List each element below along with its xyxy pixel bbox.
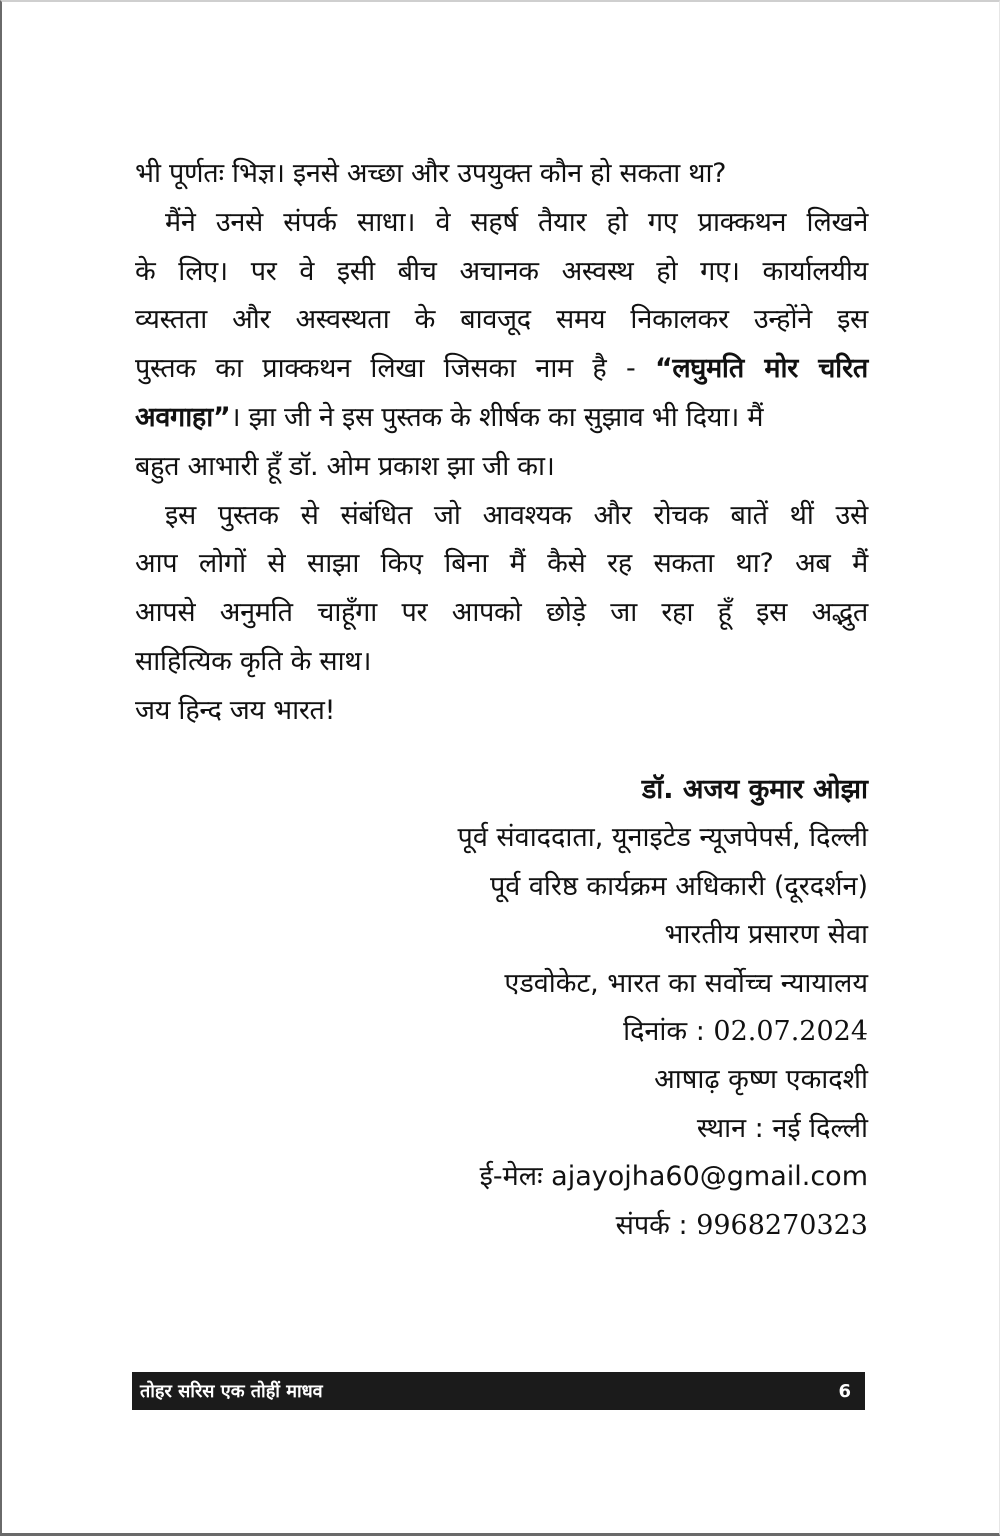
contact-line xyxy=(458,1202,869,1250)
body-text xyxy=(135,150,868,736)
body-line-11: साहित्यिक कृति के साथ। xyxy=(135,645,372,677)
body-line-7: बहुत आभारी हूँ डॉ. ओम प्रकाश झा जी का। xyxy=(135,450,555,482)
body-line-1: भी पूर्णतः भिज्ञ। इनसे अच्छा और उपयुक्त कौन हो सकता था? xyxy=(135,158,727,189)
body-line-9: आप लोगों से साझा किए बिना मैं कैसे रह सकता था? अब मैं xyxy=(135,548,868,580)
date-line xyxy=(458,1008,869,1056)
place-line xyxy=(458,1105,869,1153)
body-line-6-text: । झा जी ने इस पुस्तक के शीर्षक का सुझाव भी दिया। मैं xyxy=(230,401,764,433)
contact-label: संपर्क : xyxy=(615,1209,688,1241)
tithi: आषाढ़ कृष्ण एकादशी xyxy=(654,1064,868,1096)
place-label: स्थान : xyxy=(696,1112,764,1144)
footer-bar xyxy=(132,1372,865,1410)
foreword-title-part-1: “लघुमति मोर चरित xyxy=(654,353,868,385)
date-label: दिनांक : xyxy=(623,1016,705,1048)
page-number: 6 xyxy=(838,1380,851,1402)
body-line-4: व्यस्तता और अस्वस्थता के बावजूद समय निकालकर उन्होंने इस xyxy=(135,304,868,336)
book-title: तोहर सरिस एक तोहीं माधव xyxy=(140,1381,323,1402)
body-line-10: आपसे अनुमति चाहूँगा पर आपको छोड़े जा रहा हूँ इस अद्भुत xyxy=(135,597,868,629)
designation-1: पूर्व संवाददाता, यूनाइटेड न्यूजपेपर्स, दिल्ली xyxy=(457,822,868,854)
body-line-3: के लिए। पर वे इसी बीच अचानक अस्वस्थ हो गए। कार्यालयीय xyxy=(135,255,868,287)
designation-2: पूर्व वरिष्ठ कार्यक्रम अधिकारी (दूरदर्शन) xyxy=(489,870,868,902)
contact-value: 9968270323 xyxy=(696,1209,868,1241)
author-name: डॉ. अजय कुमार ओझा xyxy=(641,774,868,805)
closing-salutation: जय हिन्द जय भारत! xyxy=(135,694,336,726)
body-line-5-text: पुस्तक का प्राक्कथन लिखा जिसका नाम है - xyxy=(135,353,636,385)
body-line-2: मैंने उनसे संपर्क साधा। वे सहर्ष तैयार हो गए प्राक्कथन लिखने xyxy=(165,206,868,238)
email-line xyxy=(458,1153,869,1201)
body-line-5 xyxy=(135,345,868,394)
email-label: ई-मेलः xyxy=(479,1161,543,1193)
designation-3: भारतीय प्रसारण सेवा xyxy=(664,919,868,951)
designation-4: एडवोकेट, भारत का सर्वोच्च न्यायालय xyxy=(504,967,868,999)
place-value: नई दिल्ली xyxy=(772,1112,868,1144)
body-line-8: इस पुस्तक से संबंधित जो आवश्यक और रोचक बातें थीं उसे xyxy=(165,499,868,531)
body-line-6 xyxy=(135,394,868,443)
date-value: 02.07.2024 xyxy=(713,1016,868,1048)
email-value: ajayojha60@gmail.com xyxy=(551,1161,868,1193)
foreword-title-part-2: अवगाहा” xyxy=(135,401,231,433)
signature-block xyxy=(458,766,869,1250)
